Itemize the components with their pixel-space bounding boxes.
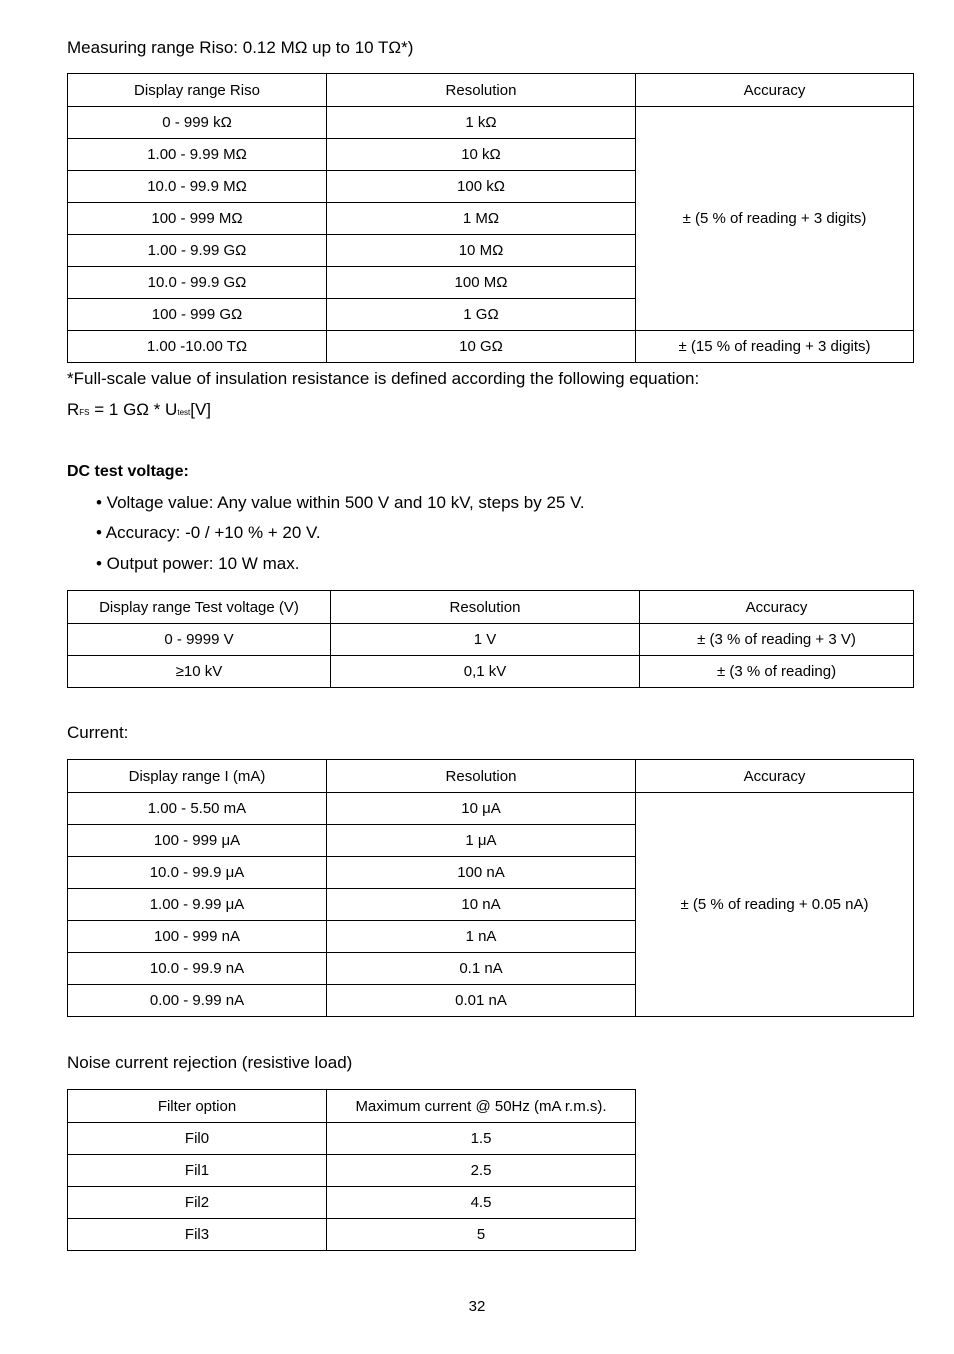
header-cell: Display range Test voltage (V) [68, 591, 331, 624]
range-cell: 0 - 9999 V [68, 624, 331, 656]
table-row [68, 656, 914, 688]
table-header-row [68, 74, 914, 107]
table-header-row [68, 760, 914, 793]
resolution-cell: 1 V [331, 624, 640, 656]
header-cell: Filter option [68, 1090, 327, 1123]
resolution-cell: 10 nA [327, 889, 636, 921]
table-row [68, 793, 914, 825]
table-row [68, 1187, 636, 1219]
max-current-cell: 5 [327, 1219, 636, 1251]
header-cell: Maximum current @ 50Hz (mA r.m.s). [327, 1090, 636, 1123]
rfs-equation [67, 400, 211, 420]
resolution-cell: 100 nA [327, 857, 636, 889]
eq-test-subscript: test [177, 408, 191, 417]
resolution-cell: 10 GΩ [327, 331, 636, 363]
current-table [67, 759, 914, 1017]
resolution-cell: 1 MΩ [327, 203, 636, 235]
accuracy-cell: ± (15 % of reading + 3 digits) [636, 331, 914, 363]
resolution-cell: 10 kΩ [327, 139, 636, 171]
range-cell: 10.0 - 99.9 μA [68, 857, 327, 889]
eq-mid: = 1 GΩ * U [89, 400, 178, 419]
header-cell: Display range Riso [68, 74, 327, 107]
resolution-cell: 1 kΩ [327, 107, 636, 139]
page-number: 32 [468, 1298, 486, 1315]
table-row [68, 331, 914, 363]
filter-cell: Fil3 [68, 1219, 327, 1251]
table-row [68, 1155, 636, 1187]
max-current-cell: 4.5 [327, 1187, 636, 1219]
range-cell: 10.0 - 99.9 nA [68, 953, 327, 985]
resolution-cell: 0.1 nA [327, 953, 636, 985]
filter-cell: Fil0 [68, 1123, 327, 1155]
range-cell: 1.00 - 5.50 mA [68, 793, 327, 825]
resolution-cell: 100 kΩ [327, 171, 636, 203]
range-cell: 0 - 999 kΩ [68, 107, 327, 139]
range-cell: 1.00 - 9.99 GΩ [68, 235, 327, 267]
riso-heading: Measuring range Riso: 0.12 MΩ up to 10 TΩ*) [67, 38, 414, 57]
range-cell: 100 - 999 MΩ [68, 203, 327, 235]
dc-bullet-accuracy: • Accuracy: -0 / +10 % + 20 V. [96, 523, 321, 542]
eq-end: [V] [190, 400, 212, 419]
table-row [68, 1123, 636, 1155]
range-cell: 1.00 -10.00 TΩ [68, 331, 327, 363]
accuracy-cell: ± (3 % of reading) [640, 656, 914, 688]
header-cell: Display range I (mA) [68, 760, 327, 793]
accuracy-cell: ± (5 % of reading + 0.05 nA) [636, 793, 914, 1017]
max-current-cell: 2.5 [327, 1155, 636, 1187]
range-cell: 1.00 - 9.99 μA [68, 889, 327, 921]
filter-cell: Fil1 [68, 1155, 327, 1187]
header-cell: Resolution [327, 74, 636, 107]
filter-cell: Fil2 [68, 1187, 327, 1219]
noise-heading: Noise current rejection (resistive load) [67, 1053, 353, 1072]
accuracy-cell: ± (5 % of reading + 3 digits) [636, 107, 914, 331]
resolution-cell: 0,1 kV [331, 656, 640, 688]
eq-fs-subscript: FS [79, 408, 90, 417]
resolution-cell: 10 μA [327, 793, 636, 825]
table-header-row [68, 1090, 636, 1123]
header-cell: Accuracy [640, 591, 914, 624]
range-cell: ≥10 kV [68, 656, 331, 688]
table-row [68, 624, 914, 656]
header-cell: Accuracy [636, 74, 914, 107]
range-cell: 1.00 - 9.99 MΩ [68, 139, 327, 171]
riso-table [67, 73, 914, 363]
range-cell: 10.0 - 99.9 MΩ [68, 171, 327, 203]
resolution-cell: 1 GΩ [327, 299, 636, 331]
resolution-cell: 100 MΩ [327, 267, 636, 299]
table-row [68, 1219, 636, 1251]
range-cell: 100 - 999 nA [68, 921, 327, 953]
resolution-cell: 10 MΩ [327, 235, 636, 267]
resolution-cell: 1 nA [327, 921, 636, 953]
resolution-cell: 1 μA [327, 825, 636, 857]
dc-heading: DC test voltage: [67, 463, 189, 480]
table-row [68, 107, 914, 139]
dc-table [67, 590, 914, 688]
riso-footnote: *Full-scale value of insulation resistance is defined according the following equation: [67, 369, 700, 388]
range-cell: 10.0 - 99.9 GΩ [68, 267, 327, 299]
header-cell: Accuracy [636, 760, 914, 793]
table-header-row [68, 591, 914, 624]
resolution-cell: 0.01 nA [327, 985, 636, 1017]
range-cell: 100 - 999 μA [68, 825, 327, 857]
header-cell: Resolution [331, 591, 640, 624]
range-cell: 100 - 999 GΩ [68, 299, 327, 331]
current-heading: Current: [67, 723, 129, 742]
dc-bullet-power: • Output power: 10 W max. [96, 554, 300, 573]
dc-bullet-voltage: • Voltage value: Any value within 500 V and 10 kV, steps by 25 V. [96, 493, 585, 512]
range-cell: 0.00 - 9.99 nA [68, 985, 327, 1017]
header-cell: Resolution [327, 760, 636, 793]
noise-table [67, 1089, 636, 1251]
max-current-cell: 1.5 [327, 1123, 636, 1155]
accuracy-cell: ± (3 % of reading + 3 V) [640, 624, 914, 656]
eq-r: R [67, 400, 80, 419]
